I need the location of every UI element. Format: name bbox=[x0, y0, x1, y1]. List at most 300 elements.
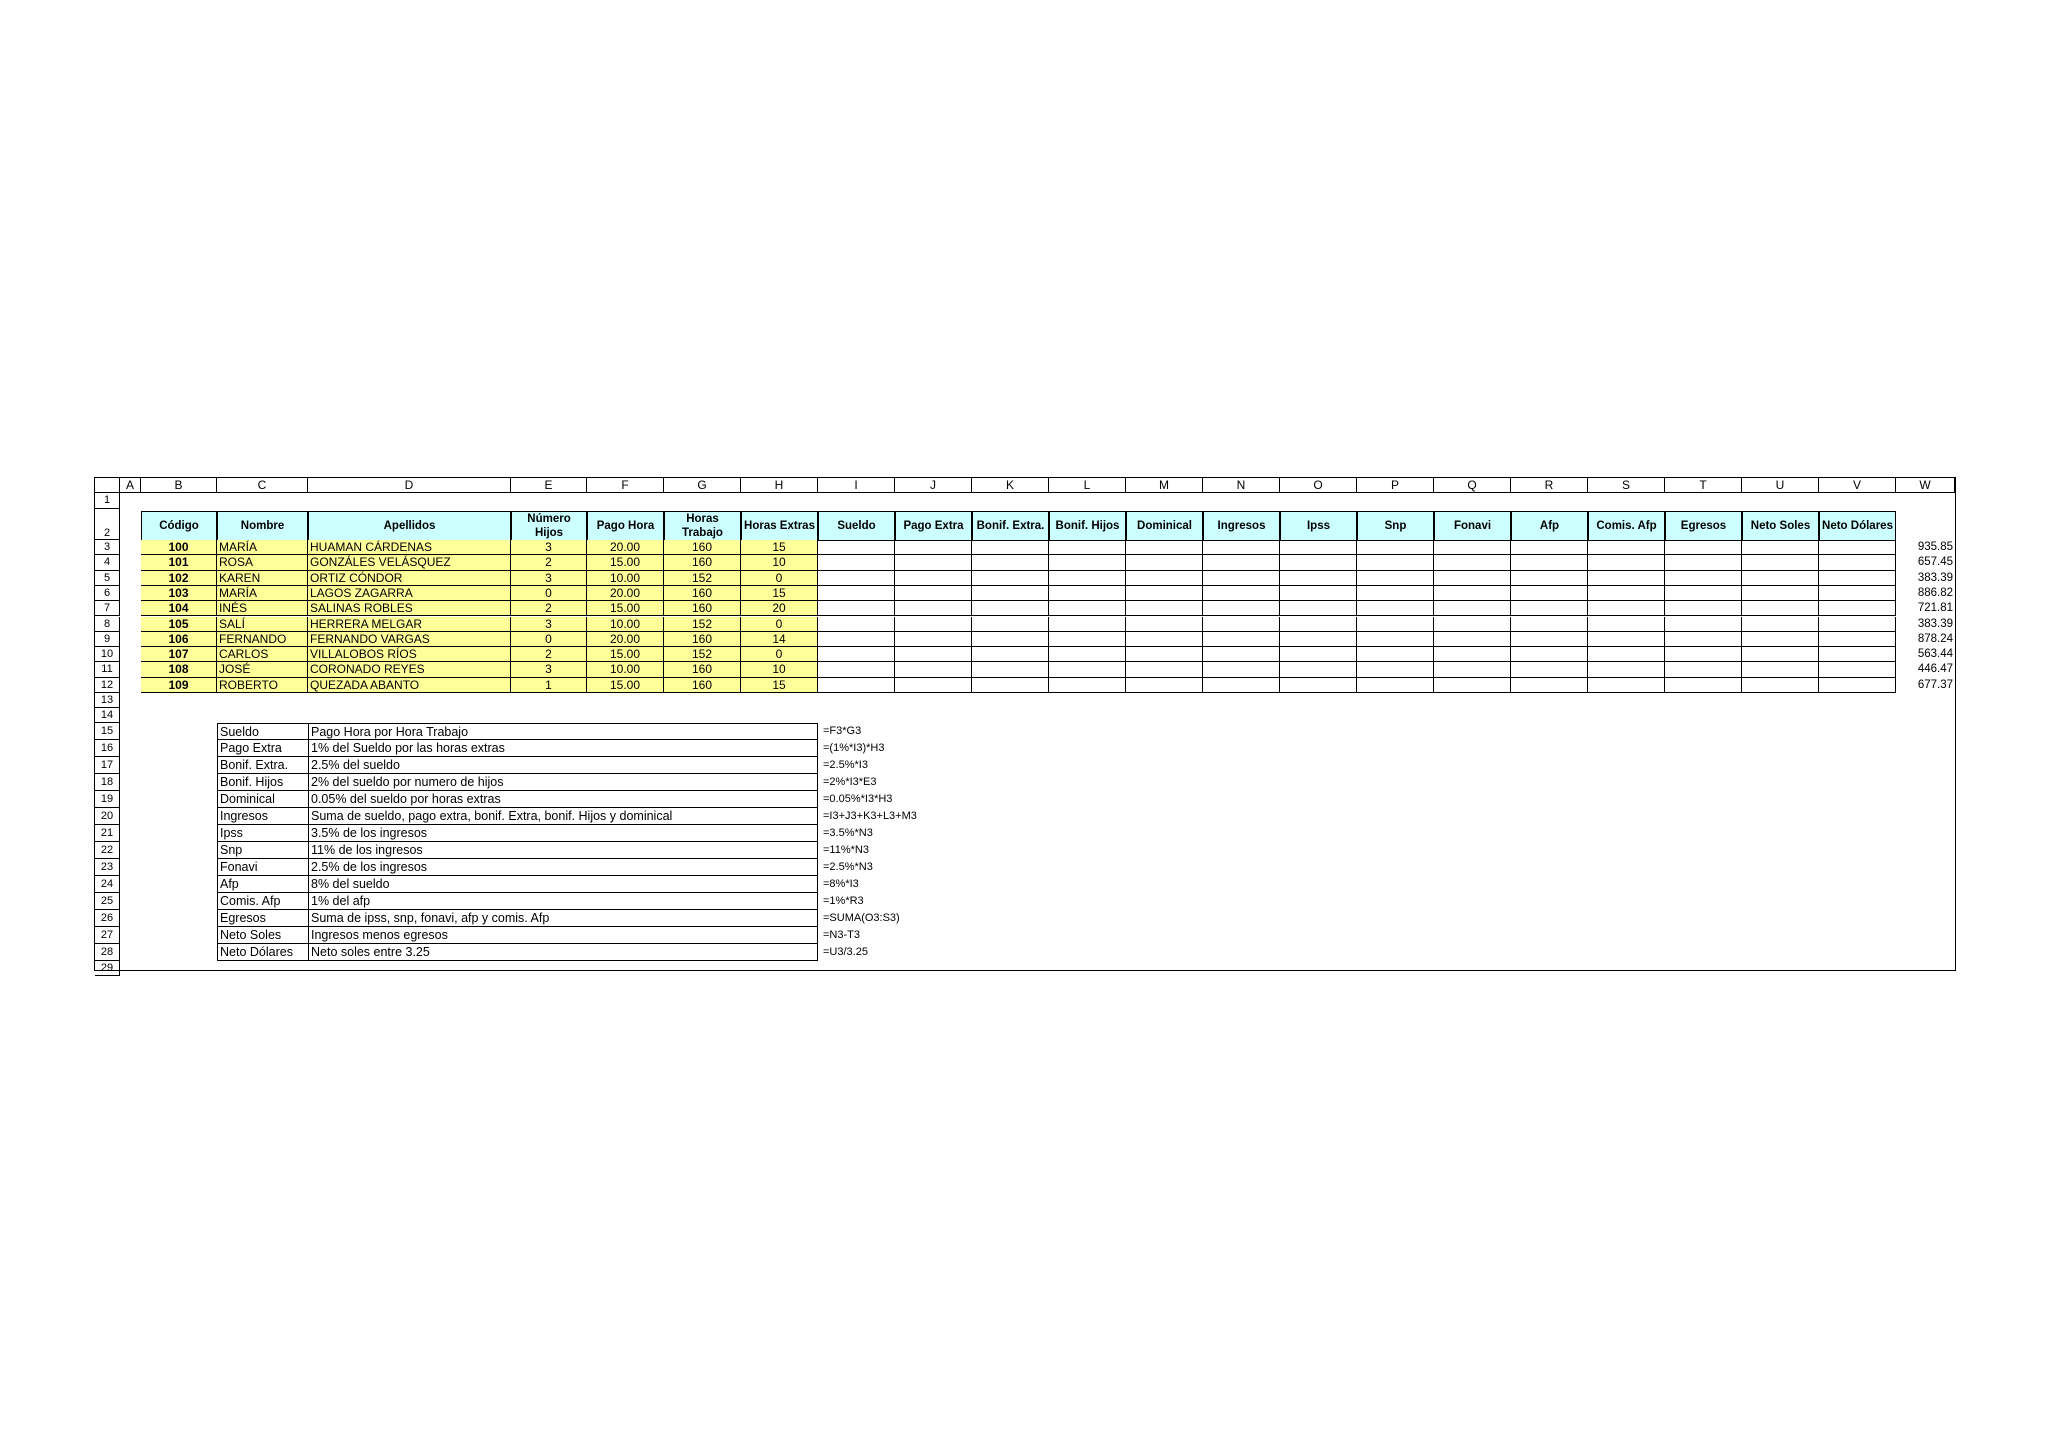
header-código[interactable]: Código bbox=[141, 511, 217, 541]
cell-codigo[interactable]: 108 bbox=[141, 662, 217, 677]
cell-Q4[interactable] bbox=[1434, 555, 1511, 570]
cell-S3[interactable] bbox=[1588, 540, 1665, 555]
cell-R6[interactable] bbox=[1511, 586, 1588, 601]
cell-T5[interactable] bbox=[1665, 571, 1742, 586]
header-neto-dólares[interactable]: Neto Dólares bbox=[1819, 511, 1896, 541]
cell-hijos[interactable]: 2 bbox=[511, 555, 587, 570]
cell-S11[interactable] bbox=[1588, 662, 1665, 677]
cell-apellidos[interactable]: ORTIZ CÓNDOR bbox=[308, 571, 511, 586]
cell-S6[interactable] bbox=[1588, 586, 1665, 601]
cell-Q7[interactable] bbox=[1434, 601, 1511, 616]
cell-T11[interactable] bbox=[1665, 662, 1742, 677]
cell-K3[interactable] bbox=[972, 540, 1049, 555]
cell-I11[interactable] bbox=[818, 662, 895, 677]
cell-apellidos[interactable]: HERRERA MELGAR bbox=[308, 617, 511, 632]
cell-apellidos[interactable]: LAGOS ZAGARRA bbox=[308, 586, 511, 601]
cell-horas[interactable]: 152 bbox=[664, 617, 741, 632]
cell-hijos[interactable]: 3 bbox=[511, 662, 587, 677]
cell-extras[interactable]: 15 bbox=[741, 540, 818, 555]
cell-U4[interactable] bbox=[1742, 555, 1819, 570]
cell-O8[interactable] bbox=[1280, 617, 1357, 632]
header-sueldo[interactable]: Sueldo bbox=[818, 511, 895, 541]
cell-codigo[interactable]: 100 bbox=[141, 540, 217, 555]
cell-T12[interactable] bbox=[1665, 678, 1742, 693]
cell-T8[interactable] bbox=[1665, 617, 1742, 632]
cell-J11[interactable] bbox=[895, 662, 972, 677]
cell-S4[interactable] bbox=[1588, 555, 1665, 570]
cell-I10[interactable] bbox=[818, 647, 895, 662]
cell-I3[interactable] bbox=[818, 540, 895, 555]
header-afp[interactable]: Afp bbox=[1511, 511, 1588, 541]
cell-nombre[interactable]: ROSA bbox=[217, 555, 308, 570]
cell-P3[interactable] bbox=[1357, 540, 1434, 555]
definition-formula: =8%*I3 bbox=[823, 878, 859, 890]
cell-horas[interactable]: 160 bbox=[664, 632, 741, 647]
cell-O3[interactable] bbox=[1280, 540, 1357, 555]
cell-pago[interactable]: 10.00 bbox=[587, 662, 664, 677]
cell-R11[interactable] bbox=[1511, 662, 1588, 677]
cell-nombre[interactable]: JOSÉ bbox=[217, 662, 308, 677]
cell-U3[interactable] bbox=[1742, 540, 1819, 555]
row-header-10[interactable]: 10 bbox=[95, 647, 120, 662]
cell-I12[interactable] bbox=[818, 678, 895, 693]
cell-extras[interactable]: 15 bbox=[741, 586, 818, 601]
cell-J7[interactable] bbox=[895, 601, 972, 616]
cell-pago[interactable]: 15.00 bbox=[587, 555, 664, 570]
cell-K10[interactable] bbox=[972, 647, 1049, 662]
cell-hijos[interactable]: 2 bbox=[511, 647, 587, 662]
row-header-15[interactable]: 15 bbox=[95, 723, 120, 740]
row-header-3[interactable]: 3 bbox=[95, 540, 120, 555]
cell-nombre[interactable]: MARÍA bbox=[217, 540, 308, 555]
cell-Q11[interactable] bbox=[1434, 662, 1511, 677]
cell-N7[interactable] bbox=[1203, 601, 1280, 616]
cell-M8[interactable] bbox=[1126, 617, 1203, 632]
row-header-2[interactable]: 2 bbox=[95, 509, 120, 540]
cell-hijos[interactable]: 3 bbox=[511, 540, 587, 555]
cell-codigo[interactable]: 106 bbox=[141, 632, 217, 647]
cell-V4[interactable] bbox=[1819, 555, 1896, 570]
cell-L4[interactable] bbox=[1049, 555, 1126, 570]
column-header-P[interactable]: P bbox=[1357, 478, 1434, 493]
cell-T9[interactable] bbox=[1665, 632, 1742, 647]
definition-description: Pago Hora por Hora Trabajo bbox=[308, 723, 818, 740]
cell-T3[interactable] bbox=[1665, 540, 1742, 555]
cell-J5[interactable] bbox=[895, 571, 972, 586]
cell-N10[interactable] bbox=[1203, 647, 1280, 662]
cell-N11[interactable] bbox=[1203, 662, 1280, 677]
header-ingresos[interactable]: Ingresos bbox=[1203, 511, 1280, 541]
cell-nombre[interactable]: CARLOS bbox=[217, 647, 308, 662]
cell-R8[interactable] bbox=[1511, 617, 1588, 632]
neto-value: 935.85 bbox=[1917, 541, 1953, 553]
header-número-hijos[interactable]: Número Hijos bbox=[511, 511, 587, 541]
row-header-17[interactable]: 17 bbox=[95, 757, 120, 774]
cell-extras[interactable]: 14 bbox=[741, 632, 818, 647]
cell-P4[interactable] bbox=[1357, 555, 1434, 570]
cell-apellidos[interactable]: FERNANDO VARGAS bbox=[308, 632, 511, 647]
cell-T4[interactable] bbox=[1665, 555, 1742, 570]
row-header-12[interactable]: 12 bbox=[95, 678, 120, 693]
row-header-5[interactable]: 5 bbox=[95, 571, 120, 586]
cell-hijos[interactable]: 0 bbox=[511, 632, 587, 647]
cell-hijos[interactable]: 0 bbox=[511, 586, 587, 601]
cell-P7[interactable] bbox=[1357, 601, 1434, 616]
cell-V3[interactable] bbox=[1819, 540, 1896, 555]
cell-apellidos[interactable]: CORONADO REYES bbox=[308, 662, 511, 677]
column-header-I[interactable]: I bbox=[818, 478, 895, 493]
cell-extras[interactable]: 0 bbox=[741, 617, 818, 632]
definition-description: 11% de los ingresos bbox=[308, 842, 818, 859]
cell-K11[interactable] bbox=[972, 662, 1049, 677]
definition-formula: =I3+J3+K3+L3+M3 bbox=[823, 810, 917, 822]
cell-O6[interactable] bbox=[1280, 586, 1357, 601]
definition-name: Comis. Afp bbox=[217, 893, 309, 910]
row-header-27[interactable]: 27 bbox=[95, 927, 120, 944]
column-header-V[interactable]: V bbox=[1819, 478, 1896, 493]
cell-S5[interactable] bbox=[1588, 571, 1665, 586]
cell-pago[interactable]: 15.00 bbox=[587, 601, 664, 616]
header-bonif-extra-[interactable]: Bonif. Extra. bbox=[972, 511, 1049, 541]
cell-V8[interactable] bbox=[1819, 617, 1896, 632]
row-header-21[interactable]: 21 bbox=[95, 825, 120, 842]
cell-M12[interactable] bbox=[1126, 678, 1203, 693]
cell-R3[interactable] bbox=[1511, 540, 1588, 555]
cell-U5[interactable] bbox=[1742, 571, 1819, 586]
cell-K12[interactable] bbox=[972, 678, 1049, 693]
cell-codigo[interactable]: 101 bbox=[141, 555, 217, 570]
cell-horas[interactable]: 152 bbox=[664, 571, 741, 586]
cell-O11[interactable] bbox=[1280, 662, 1357, 677]
cell-O7[interactable] bbox=[1280, 601, 1357, 616]
cell-codigo[interactable]: 102 bbox=[141, 571, 217, 586]
row-header-4[interactable]: 4 bbox=[95, 555, 120, 570]
cell-J4[interactable] bbox=[895, 555, 972, 570]
cell-U10[interactable] bbox=[1742, 647, 1819, 662]
cell-codigo[interactable]: 109 bbox=[141, 678, 217, 693]
column-header-C[interactable]: C bbox=[217, 478, 308, 493]
row-header-8[interactable]: 8 bbox=[95, 617, 120, 632]
cell-I5[interactable] bbox=[818, 571, 895, 586]
cell-pago[interactable]: 15.00 bbox=[587, 647, 664, 662]
cell-nombre[interactable]: SALÍ bbox=[217, 617, 308, 632]
column-header-G[interactable]: G bbox=[664, 478, 741, 493]
cell-extras[interactable]: 20 bbox=[741, 601, 818, 616]
column-header-Q[interactable]: Q bbox=[1434, 478, 1511, 493]
row-header-7[interactable]: 7 bbox=[95, 601, 120, 616]
cell-hijos[interactable]: 2 bbox=[511, 601, 587, 616]
row-header-25[interactable]: 25 bbox=[95, 893, 120, 910]
column-header-D[interactable]: D bbox=[308, 478, 511, 493]
cell-codigo[interactable]: 103 bbox=[141, 586, 217, 601]
row-header-18[interactable]: 18 bbox=[95, 774, 120, 791]
cell-J9[interactable] bbox=[895, 632, 972, 647]
cell-Q12[interactable] bbox=[1434, 678, 1511, 693]
cell-S9[interactable] bbox=[1588, 632, 1665, 647]
cell-nombre[interactable]: ROBERTO bbox=[217, 678, 308, 693]
row-header-9[interactable]: 9 bbox=[95, 632, 120, 647]
row-header-24[interactable]: 24 bbox=[95, 876, 120, 893]
cell-horas[interactable]: 160 bbox=[664, 540, 741, 555]
cell-R5[interactable] bbox=[1511, 571, 1588, 586]
header-snp[interactable]: Snp bbox=[1357, 511, 1434, 541]
cell-I8[interactable] bbox=[818, 617, 895, 632]
cell-M10[interactable] bbox=[1126, 647, 1203, 662]
cell-hijos[interactable]: 3 bbox=[511, 617, 587, 632]
row-header-6[interactable]: 6 bbox=[95, 586, 120, 601]
column-header-F[interactable]: F bbox=[587, 478, 664, 493]
cell-N3[interactable] bbox=[1203, 540, 1280, 555]
definition-description: 2.5% de los ingresos bbox=[308, 859, 818, 876]
column-header-T[interactable]: T bbox=[1665, 478, 1742, 493]
cell-I4[interactable] bbox=[818, 555, 895, 570]
cell-horas[interactable]: 160 bbox=[664, 601, 741, 616]
cell-nombre[interactable]: MARÍA bbox=[217, 586, 308, 601]
header-pago-hora[interactable]: Pago Hora bbox=[587, 511, 664, 541]
cell-pago[interactable]: 10.00 bbox=[587, 617, 664, 632]
cell-K9[interactable] bbox=[972, 632, 1049, 647]
cell-M6[interactable] bbox=[1126, 586, 1203, 601]
cell-nombre[interactable]: KAREN bbox=[217, 571, 308, 586]
header-dominical[interactable]: Dominical bbox=[1126, 511, 1203, 541]
cell-L11[interactable] bbox=[1049, 662, 1126, 677]
row-header-23[interactable]: 23 bbox=[95, 859, 120, 876]
cell-pago[interactable]: 15.00 bbox=[587, 678, 664, 693]
header-horas-extras[interactable]: Horas Extras bbox=[741, 511, 818, 541]
column-header-S[interactable]: S bbox=[1588, 478, 1665, 493]
cell-nombre[interactable]: INÉS bbox=[217, 601, 308, 616]
cell-L10[interactable] bbox=[1049, 647, 1126, 662]
cell-Q8[interactable] bbox=[1434, 617, 1511, 632]
cell-N4[interactable] bbox=[1203, 555, 1280, 570]
neto-value: 383.39 bbox=[1917, 571, 1953, 584]
cell-pago[interactable]: 20.00 bbox=[587, 540, 664, 555]
header-egresos[interactable]: Egresos bbox=[1665, 511, 1742, 541]
cell-L6[interactable] bbox=[1049, 586, 1126, 601]
neto-value: 563.44 bbox=[1917, 648, 1953, 661]
cell-V9[interactable] bbox=[1819, 632, 1896, 647]
cell-R4[interactable] bbox=[1511, 555, 1588, 570]
cell-N9[interactable] bbox=[1203, 632, 1280, 647]
cell-T10[interactable] bbox=[1665, 647, 1742, 662]
cell-O4[interactable] bbox=[1280, 555, 1357, 570]
cell-codigo[interactable]: 105 bbox=[141, 617, 217, 632]
row-header-13[interactable]: 13 bbox=[95, 693, 120, 708]
cell-Q5[interactable] bbox=[1434, 571, 1511, 586]
cell-Q10[interactable] bbox=[1434, 647, 1511, 662]
row-header-26[interactable]: 26 bbox=[95, 910, 120, 927]
cell-S8[interactable] bbox=[1588, 617, 1665, 632]
cell-pago[interactable]: 20.00 bbox=[587, 586, 664, 601]
column-header-H[interactable]: H bbox=[741, 478, 818, 493]
cell-P6[interactable] bbox=[1357, 586, 1434, 601]
column-header-N[interactable]: N bbox=[1203, 478, 1280, 493]
cell-horas[interactable]: 160 bbox=[664, 678, 741, 693]
cell-P12[interactable] bbox=[1357, 678, 1434, 693]
cell-horas[interactable]: 152 bbox=[664, 647, 741, 662]
cell-N8[interactable] bbox=[1203, 617, 1280, 632]
column-header-K[interactable]: K bbox=[972, 478, 1049, 493]
cell-M11[interactable] bbox=[1126, 662, 1203, 677]
cell-I6[interactable] bbox=[818, 586, 895, 601]
definition-name: Ipss bbox=[217, 825, 309, 842]
cell-R12[interactable] bbox=[1511, 678, 1588, 693]
column-header-E[interactable]: E bbox=[511, 478, 587, 493]
column-header-B[interactable]: B bbox=[141, 478, 217, 493]
cell-extras[interactable]: 0 bbox=[741, 647, 818, 662]
cell-R10[interactable] bbox=[1511, 647, 1588, 662]
cell-S10[interactable] bbox=[1588, 647, 1665, 662]
cell-T7[interactable] bbox=[1665, 601, 1742, 616]
cell-O12[interactable] bbox=[1280, 678, 1357, 693]
cell-M9[interactable] bbox=[1126, 632, 1203, 647]
cell-M4[interactable] bbox=[1126, 555, 1203, 570]
cell-apellidos[interactable]: HUAMAN CÁRDENAS bbox=[308, 540, 511, 555]
header-apellidos[interactable]: Apellidos bbox=[308, 511, 511, 541]
cell-T6[interactable] bbox=[1665, 586, 1742, 601]
definition-description: 1% del Sueldo por las horas extras bbox=[308, 740, 818, 757]
column-header-R[interactable]: R bbox=[1511, 478, 1588, 493]
header-neto-soles[interactable]: Neto Soles bbox=[1742, 511, 1819, 541]
cell-K6[interactable] bbox=[972, 586, 1049, 601]
column-header-W[interactable]: W bbox=[1896, 478, 1955, 493]
column-header-M[interactable]: M bbox=[1126, 478, 1203, 493]
row-header-29[interactable]: 29 bbox=[95, 961, 120, 976]
cell-U12[interactable] bbox=[1742, 678, 1819, 693]
cell-R7[interactable] bbox=[1511, 601, 1588, 616]
cell-M5[interactable] bbox=[1126, 571, 1203, 586]
cell-J6[interactable] bbox=[895, 586, 972, 601]
cell-I7[interactable] bbox=[818, 601, 895, 616]
cell-O9[interactable] bbox=[1280, 632, 1357, 647]
cell-L9[interactable] bbox=[1049, 632, 1126, 647]
row-header-11[interactable]: 11 bbox=[95, 662, 120, 677]
cell-I9[interactable] bbox=[818, 632, 895, 647]
cell-O10[interactable] bbox=[1280, 647, 1357, 662]
column-header-L[interactable]: L bbox=[1049, 478, 1126, 493]
cell-hijos[interactable]: 3 bbox=[511, 571, 587, 586]
row-header-1[interactable]: 1 bbox=[95, 493, 120, 509]
row-header-28[interactable]: 28 bbox=[95, 944, 120, 961]
cell-horas[interactable]: 160 bbox=[664, 555, 741, 570]
cell-N6[interactable] bbox=[1203, 586, 1280, 601]
cell-extras[interactable]: 10 bbox=[741, 662, 818, 677]
header-comis-afp[interactable]: Comis. Afp bbox=[1588, 511, 1665, 541]
cell-V5[interactable] bbox=[1819, 571, 1896, 586]
definition-name: Egresos bbox=[217, 910, 309, 927]
cell-extras[interactable]: 15 bbox=[741, 678, 818, 693]
neto-value: 446.47 bbox=[1917, 663, 1953, 676]
cell-U8[interactable] bbox=[1742, 617, 1819, 632]
cell-K5[interactable] bbox=[972, 571, 1049, 586]
definition-name: Bonif. Hijos bbox=[217, 774, 309, 791]
cell-V11[interactable] bbox=[1819, 662, 1896, 677]
header-nombre[interactable]: Nombre bbox=[217, 511, 308, 541]
cell-Q9[interactable] bbox=[1434, 632, 1511, 647]
column-header-U[interactable]: U bbox=[1742, 478, 1819, 493]
column-header-A[interactable]: A bbox=[120, 478, 141, 493]
cell-U9[interactable] bbox=[1742, 632, 1819, 647]
cell-pago[interactable]: 10.00 bbox=[587, 571, 664, 586]
cell-extras[interactable]: 0 bbox=[741, 571, 818, 586]
cell-nombre[interactable]: FERNANDO bbox=[217, 632, 308, 647]
cell-L7[interactable] bbox=[1049, 601, 1126, 616]
cell-N5[interactable] bbox=[1203, 571, 1280, 586]
cell-P5[interactable] bbox=[1357, 571, 1434, 586]
column-header-J[interactable]: J bbox=[895, 478, 972, 493]
cell-codigo[interactable]: 107 bbox=[141, 647, 217, 662]
cell-R9[interactable] bbox=[1511, 632, 1588, 647]
cell-Q3[interactable] bbox=[1434, 540, 1511, 555]
cell-J8[interactable] bbox=[895, 617, 972, 632]
cell-U7[interactable] bbox=[1742, 601, 1819, 616]
row-header-22[interactable]: 22 bbox=[95, 842, 120, 859]
cell-pago[interactable]: 20.00 bbox=[587, 632, 664, 647]
cell-S7[interactable] bbox=[1588, 601, 1665, 616]
cell-U6[interactable] bbox=[1742, 586, 1819, 601]
cell-K8[interactable] bbox=[972, 617, 1049, 632]
column-header-O[interactable]: O bbox=[1280, 478, 1357, 493]
cell-K4[interactable] bbox=[972, 555, 1049, 570]
cell-J10[interactable] bbox=[895, 647, 972, 662]
cell-V6[interactable] bbox=[1819, 586, 1896, 601]
cell-K7[interactable] bbox=[972, 601, 1049, 616]
header-bonif-hijos[interactable]: Bonif. Hijos bbox=[1049, 511, 1126, 541]
header-ipss[interactable]: Ipss bbox=[1280, 511, 1357, 541]
cell-V12[interactable] bbox=[1819, 678, 1896, 693]
header-fonavi[interactable]: Fonavi bbox=[1434, 511, 1511, 541]
cell-M3[interactable] bbox=[1126, 540, 1203, 555]
cell-apellidos[interactable]: VILLALOBOS RÍOS bbox=[308, 647, 511, 662]
cell-apellidos[interactable]: SALINAS ROBLES bbox=[308, 601, 511, 616]
cell-L3[interactable] bbox=[1049, 540, 1126, 555]
cell-hijos[interactable]: 1 bbox=[511, 678, 587, 693]
cell-Q6[interactable] bbox=[1434, 586, 1511, 601]
neto-value: 878.24 bbox=[1917, 632, 1953, 645]
cell-P11[interactable] bbox=[1357, 662, 1434, 677]
cell-M7[interactable] bbox=[1126, 601, 1203, 616]
cell-apellidos[interactable]: QUEZADA ABANTO bbox=[308, 678, 511, 693]
cell-V7[interactable] bbox=[1819, 601, 1896, 616]
header-pago-extra[interactable]: Pago Extra bbox=[895, 511, 972, 541]
cell-horas[interactable]: 160 bbox=[664, 586, 741, 601]
definition-name: Neto Soles bbox=[217, 927, 309, 944]
sheet-corner[interactable] bbox=[95, 478, 120, 493]
cell-P10[interactable] bbox=[1357, 647, 1434, 662]
row-header-19[interactable]: 19 bbox=[95, 791, 120, 808]
cell-horas[interactable]: 160 bbox=[664, 662, 741, 677]
cell-apellidos[interactable]: GONZÁLES VELÁSQUEZ bbox=[308, 555, 511, 570]
cell-V10[interactable] bbox=[1819, 647, 1896, 662]
cell-L8[interactable] bbox=[1049, 617, 1126, 632]
cell-N12[interactable] bbox=[1203, 678, 1280, 693]
cell-J12[interactable] bbox=[895, 678, 972, 693]
cell-extras[interactable]: 10 bbox=[741, 555, 818, 570]
cell-O5[interactable] bbox=[1280, 571, 1357, 586]
cell-P8[interactable] bbox=[1357, 617, 1434, 632]
row-header-16[interactable]: 16 bbox=[95, 740, 120, 757]
cell-S12[interactable] bbox=[1588, 678, 1665, 693]
row-header-20[interactable]: 20 bbox=[95, 808, 120, 825]
cell-U11[interactable] bbox=[1742, 662, 1819, 677]
cell-J3[interactable] bbox=[895, 540, 972, 555]
cell-L5[interactable] bbox=[1049, 571, 1126, 586]
cell-codigo[interactable]: 104 bbox=[141, 601, 217, 616]
header-horas-trabajo[interactable]: Horas Trabajo bbox=[664, 511, 741, 541]
row-header-14[interactable]: 14 bbox=[95, 708, 120, 723]
cell-P9[interactable] bbox=[1357, 632, 1434, 647]
cell-L12[interactable] bbox=[1049, 678, 1126, 693]
